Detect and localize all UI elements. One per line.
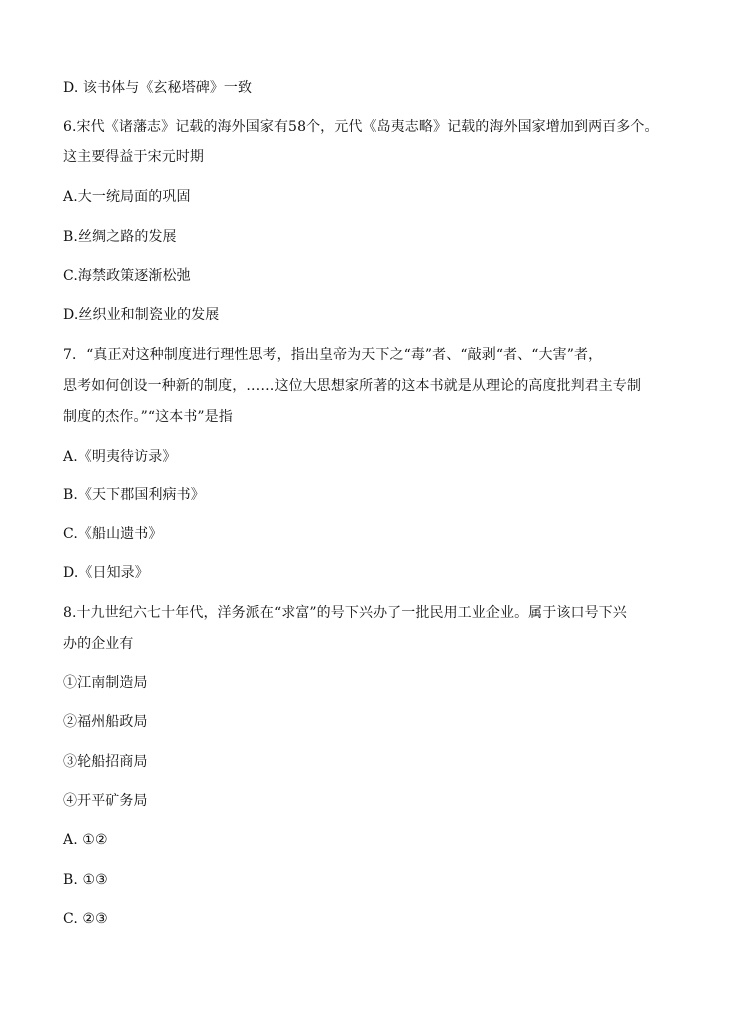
q7-option-a: A.《明夷待访录》 bbox=[63, 449, 177, 465]
q7-option-b: B.《天下郡国利病书》 bbox=[63, 487, 205, 503]
q6-option-a: A.大一统局面的巩固 bbox=[63, 189, 191, 205]
q6-option-c: C.海禁政策逐渐松弛 bbox=[63, 268, 191, 284]
q6-stem-line-2: 这主要得益于宋元时期 bbox=[63, 149, 204, 165]
q5-option-d: D. 该书体与《玄秘塔碑》一致 bbox=[63, 80, 253, 96]
q7-stem-line-2: 思考如何创设一种新的制度，……这位大思想家所著的这本书就是从理论的高度批判君主专制 bbox=[63, 378, 642, 394]
q7-option-c: C.《船山遗书》 bbox=[63, 526, 163, 542]
q8-item-1: ①江南制造局 bbox=[63, 675, 148, 691]
q8-stem-line-1: 8.十九世纪六七十年代，洋务派在“求富”的号下兴办了一批民用工业企业。属于该口号下兴 bbox=[63, 605, 627, 621]
q6-stem-line-1: 6.宋代《诸藩志》记载的海外国家有58个，元代《岛夷志略》记载的海外国家增加到两百多个。 bbox=[63, 119, 659, 135]
q8-option-b: B. ①③ bbox=[63, 872, 108, 888]
q7-stem-line-3: 制度的杰作。”“这本书”是指 bbox=[63, 409, 233, 425]
q8-item-3: ③轮船招商局 bbox=[63, 754, 148, 770]
q8-item-2: ②福州船政局 bbox=[63, 714, 148, 730]
q6-option-b: B.丝绸之路的发展 bbox=[63, 229, 177, 245]
q8-stem-line-2: 办的企业有 bbox=[63, 636, 134, 652]
q8-option-c: C. ②③ bbox=[63, 911, 108, 927]
q7-option-d: D.《日知录》 bbox=[63, 565, 149, 581]
q6-option-d: D.丝织业和制瓷业的发展 bbox=[63, 307, 220, 323]
q7-stem-line-1: 7．“真正对这种制度进行理性思考，指出皇帝为天下之“毒”者、“敲剥“者、“大害”者， bbox=[63, 347, 603, 363]
q8-option-a: A. ①② bbox=[63, 832, 108, 848]
q8-item-4: ④开平矿务局 bbox=[63, 793, 148, 809]
